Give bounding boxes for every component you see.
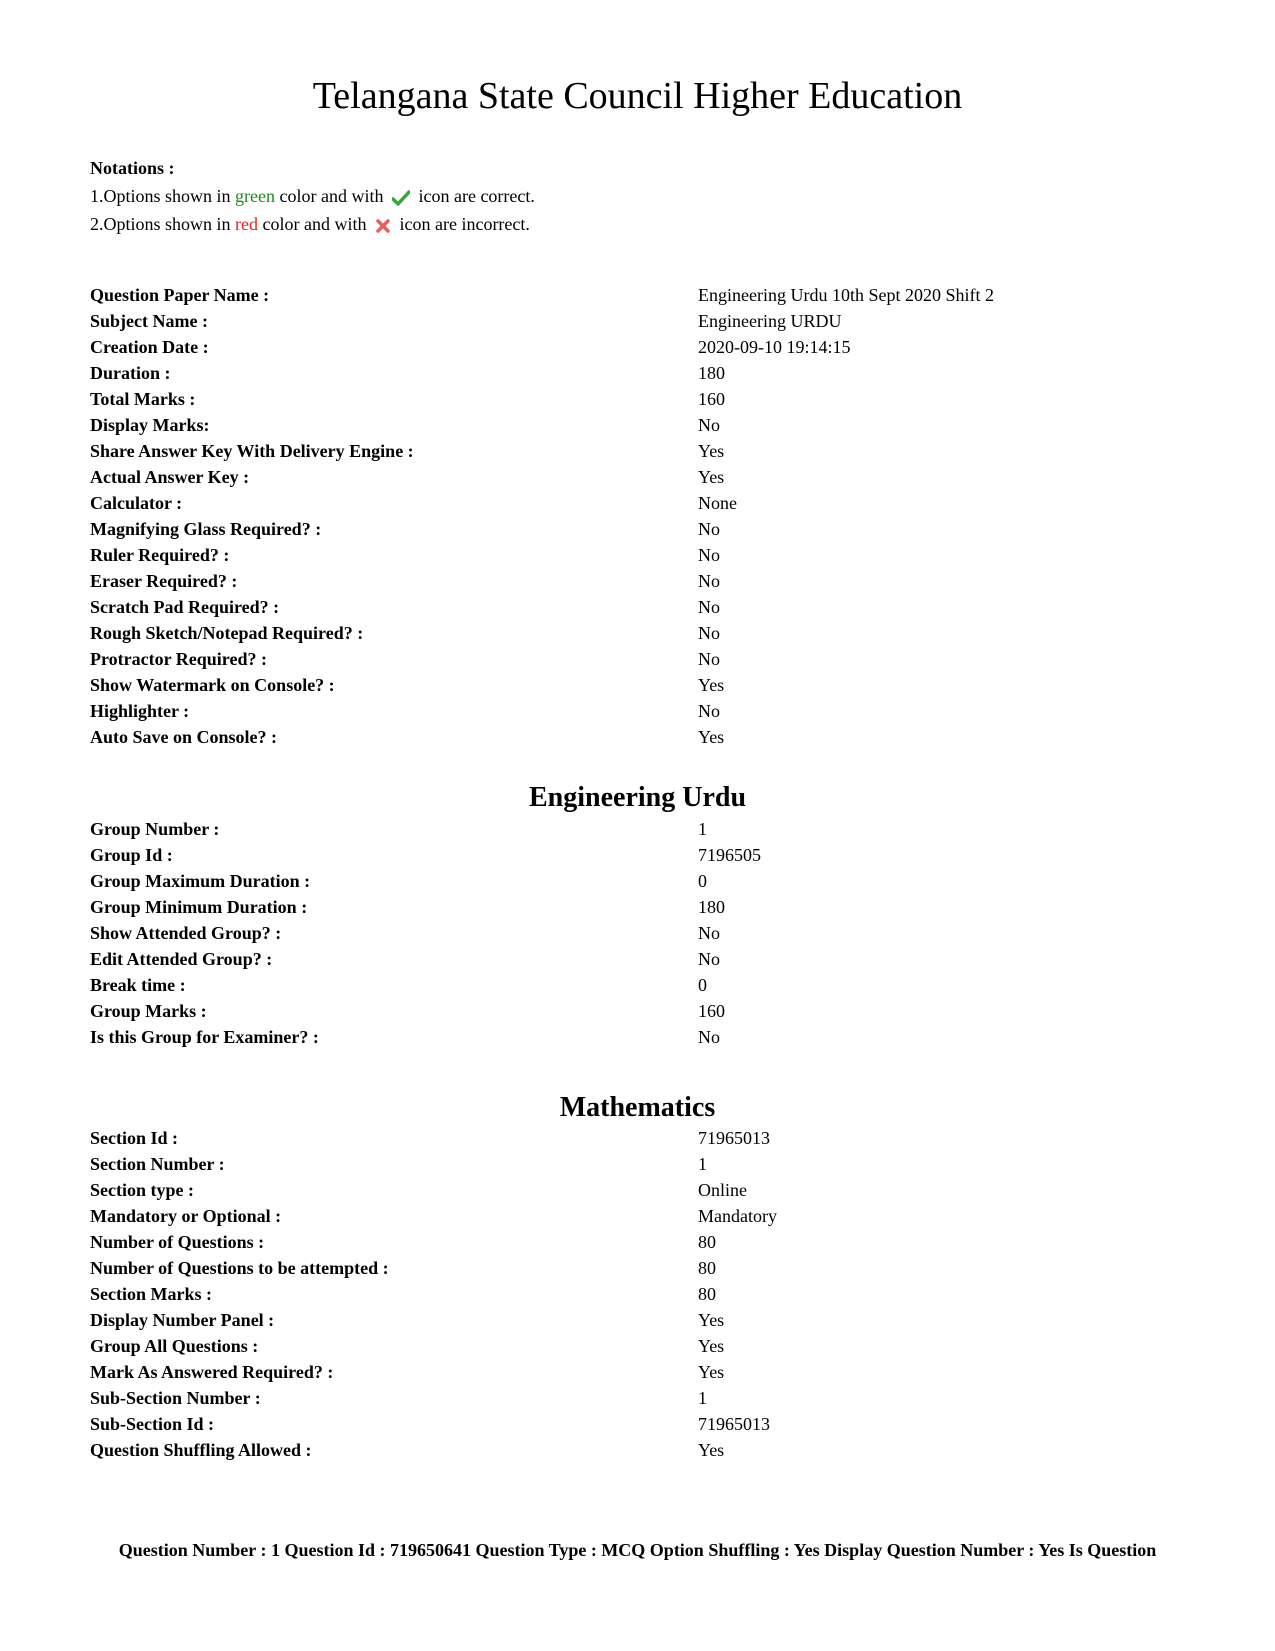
group-info-table: [90, 816, 1190, 1050]
info-value: Yes: [698, 1336, 725, 1356]
info-label: Protractor Required? :: [90, 649, 267, 669]
info-label: Show Watermark on Console? :: [90, 675, 335, 695]
info-value: 0: [698, 975, 707, 995]
info-value: Yes: [698, 1362, 725, 1382]
info-value: Yes: [698, 1310, 725, 1330]
info-row: [90, 998, 1190, 1024]
section-title: Mathematics: [559, 1092, 716, 1123]
info-label: Mark As Answered Required? :: [90, 1362, 334, 1382]
info-label: Sub-Section Number :: [90, 1388, 261, 1408]
page-title: Telangana State Council Higher Education: [312, 75, 963, 117]
paper-info-table: [90, 282, 1190, 750]
info-value: 1: [698, 819, 707, 839]
info-value: No: [698, 1027, 720, 1047]
info-row: [90, 920, 1190, 946]
info-value: 71965013: [698, 1414, 770, 1434]
info-value: No: [698, 923, 720, 943]
info-value: 1: [698, 1154, 707, 1174]
info-row: [90, 946, 1190, 972]
info-value: 80: [698, 1258, 716, 1278]
notation-text: icon are incorrect.: [394, 214, 530, 234]
question-info-line: Question Number : 1 Question Id : 719650641 Question Type : MCQ Option Shuffling : Yes Display Question Number : Yes Is Question: [118, 1540, 1157, 1560]
info-label: Number of Questions :: [90, 1232, 265, 1252]
info-value: Mandatory: [698, 1206, 777, 1226]
info-row: [90, 1255, 1190, 1281]
info-value: No: [698, 571, 720, 591]
info-label: Section Number :: [90, 1154, 225, 1174]
info-row: [90, 1307, 1190, 1333]
info-value: 71965013: [698, 1128, 770, 1148]
info-label: Ruler Required? :: [90, 545, 230, 565]
info-row: [90, 646, 1190, 672]
info-label: Group Marks :: [90, 1001, 207, 1021]
info-label: Calculator :: [90, 493, 183, 513]
info-value: Online: [698, 1180, 747, 1200]
cross-icon: [375, 218, 391, 234]
info-label: Break time :: [90, 975, 186, 995]
red-word: red: [235, 214, 258, 234]
info-value: 160: [698, 389, 725, 409]
check-icon: [392, 190, 410, 206]
info-label: Highlighter :: [90, 701, 190, 721]
info-value: Engineering URDU: [698, 311, 842, 331]
info-row: [90, 516, 1190, 542]
notation-incorrect: [90, 210, 535, 238]
info-value: Engineering Urdu 10th Sept 2020 Shift 2: [698, 285, 994, 305]
info-label: Question Paper Name :: [90, 285, 270, 305]
info-label: Question Shuffling Allowed :: [90, 1440, 312, 1460]
info-row: [90, 1359, 1190, 1385]
info-value: 80: [698, 1284, 716, 1304]
info-label: Share Answer Key With Delivery Engine :: [90, 441, 414, 461]
section-info-table: [90, 1125, 1190, 1463]
info-row: [90, 1437, 1190, 1463]
info-label: Actual Answer Key :: [90, 467, 250, 487]
info-label: Auto Save on Console? :: [90, 727, 278, 747]
info-row: [90, 842, 1190, 868]
info-value: 7196505: [698, 845, 761, 865]
info-value: Yes: [698, 1440, 725, 1460]
info-value: 0: [698, 871, 707, 891]
info-label: Subject Name :: [90, 311, 208, 331]
info-label: Rough Sketch/Notepad Required? :: [90, 623, 364, 643]
info-row: [90, 1229, 1190, 1255]
info-row: [90, 672, 1190, 698]
info-row: [90, 542, 1190, 568]
info-row: [90, 972, 1190, 998]
info-label: Eraser Required? :: [90, 571, 238, 591]
info-row: [90, 464, 1190, 490]
info-row: [90, 698, 1190, 724]
info-label: Is this Group for Examiner? :: [90, 1027, 319, 1047]
notations-heading: Notations :: [90, 158, 175, 178]
info-label: Show Attended Group? :: [90, 923, 282, 943]
info-row: [90, 1411, 1190, 1437]
info-row: [90, 308, 1190, 334]
notation-text: color and with: [258, 214, 371, 234]
info-label: Total Marks :: [90, 389, 196, 409]
info-row: [90, 1333, 1190, 1359]
info-row: [90, 868, 1190, 894]
notations: [90, 154, 535, 238]
info-row: [90, 334, 1190, 360]
info-row: [90, 490, 1190, 516]
info-row: [90, 1385, 1190, 1411]
info-value: No: [698, 415, 720, 435]
info-label: Display Number Panel :: [90, 1310, 275, 1330]
info-value: 80: [698, 1232, 716, 1252]
info-row: [90, 594, 1190, 620]
info-row: [90, 1177, 1190, 1203]
info-row: [90, 724, 1190, 750]
info-value: Yes: [698, 441, 725, 461]
info-row: [90, 1125, 1190, 1151]
info-row: [90, 412, 1190, 438]
info-row: [90, 620, 1190, 646]
info-row: [90, 1024, 1190, 1050]
info-value: No: [698, 623, 720, 643]
notation-text: color and with: [275, 186, 388, 206]
info-row: [90, 1151, 1190, 1177]
notation-text: 2.Options shown in: [90, 214, 236, 234]
notation-text: icon are correct.: [413, 186, 535, 206]
info-row: [90, 282, 1190, 308]
info-row: [90, 360, 1190, 386]
info-value: No: [698, 649, 720, 669]
info-value: No: [698, 545, 720, 565]
info-label: Number of Questions to be attempted :: [90, 1258, 389, 1278]
info-value: No: [698, 597, 720, 617]
info-row: [90, 816, 1190, 842]
info-label: Section Marks :: [90, 1284, 212, 1304]
info-value: No: [698, 949, 720, 969]
info-label: Group Maximum Duration :: [90, 871, 311, 891]
info-label: Edit Attended Group? :: [90, 949, 273, 969]
info-label: Group All Questions :: [90, 1336, 259, 1356]
info-row: [90, 1203, 1190, 1229]
info-value: Yes: [698, 727, 725, 747]
info-label: Display Marks:: [90, 415, 210, 435]
info-label: Section type :: [90, 1180, 194, 1200]
info-row: [90, 568, 1190, 594]
info-label: Sub-Section Id :: [90, 1414, 215, 1434]
info-value: 180: [698, 363, 725, 383]
info-label: Mandatory or Optional :: [90, 1206, 282, 1226]
info-value: No: [698, 519, 720, 539]
info-value: 1: [698, 1388, 707, 1408]
info-row: [90, 386, 1190, 412]
info-label: Section Id :: [90, 1128, 179, 1148]
info-label: Group Id :: [90, 845, 173, 865]
notation-text: 1.Options shown in: [90, 186, 236, 206]
info-row: [90, 894, 1190, 920]
info-row: [90, 1281, 1190, 1307]
group-title: Engineering Urdu: [528, 782, 747, 813]
green-word: green: [235, 186, 275, 206]
info-label: Group Number :: [90, 819, 220, 839]
info-row: [90, 438, 1190, 464]
info-label: Magnifying Glass Required? :: [90, 519, 322, 539]
notation-correct: [90, 182, 535, 210]
info-label: Creation Date :: [90, 337, 209, 357]
info-label: Duration :: [90, 363, 171, 383]
info-value: Yes: [698, 467, 725, 487]
info-label: Group Minimum Duration :: [90, 897, 308, 917]
info-value: 180: [698, 897, 725, 917]
info-label: Scratch Pad Required? :: [90, 597, 280, 617]
info-value: No: [698, 701, 720, 721]
info-value: Yes: [698, 675, 725, 695]
info-value: None: [698, 493, 737, 513]
info-value: 160: [698, 1001, 725, 1021]
info-value: 2020-09-10 19:14:15: [698, 337, 851, 357]
